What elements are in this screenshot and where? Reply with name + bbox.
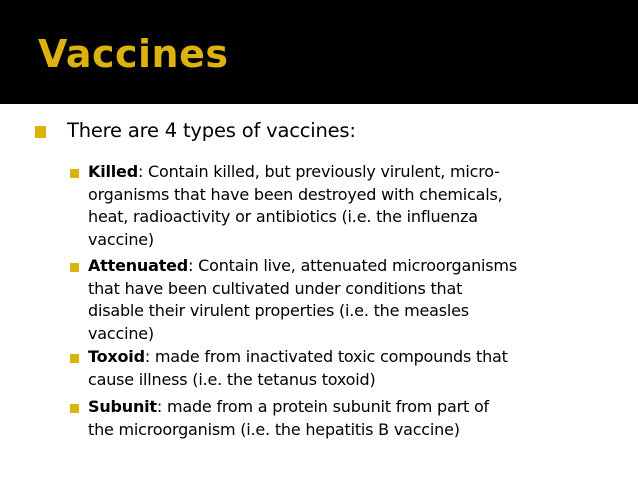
description-line: : Contain killed, but previously virulent, micro- bbox=[137, 162, 500, 181]
list-item-line bbox=[88, 396, 615, 419]
list-item-text bbox=[88, 346, 615, 391]
description-line: cause illness (i.e. the tetanus toxoid) bbox=[88, 369, 376, 389]
term-killed: Killed bbox=[88, 162, 138, 181]
description-line: vaccine) bbox=[88, 323, 154, 343]
bullet-square-icon bbox=[70, 263, 79, 272]
list-item-text bbox=[88, 255, 615, 345]
slide-title: Vaccines bbox=[38, 32, 229, 76]
list-item-line bbox=[88, 161, 615, 184]
bullet-square-icon bbox=[70, 169, 79, 178]
description-line: the microorganism (i.e. the hepatitis B vaccine) bbox=[88, 419, 460, 439]
list-item-text bbox=[88, 161, 615, 251]
term-attenuated: Attenuated bbox=[88, 256, 189, 275]
list-item-line bbox=[88, 346, 615, 369]
description-line: organisms that have been destroyed with chemicals, bbox=[88, 184, 503, 204]
intro-text: There are 4 types of vaccines: bbox=[67, 119, 356, 142]
description-line: that have been cultivated under conditions that bbox=[88, 278, 463, 298]
description-line: disable their virulent properties (i.e. the measles bbox=[88, 301, 469, 320]
bullet-square-icon bbox=[70, 404, 79, 413]
list-item-text bbox=[88, 396, 615, 441]
term-subunit: Subunit bbox=[88, 397, 157, 416]
description-line: heat, radioactivity or antibiotics (i.e. the influenza bbox=[88, 207, 478, 226]
bullet-square-icon bbox=[35, 126, 46, 138]
description-line: : made from a protein subunit from part of bbox=[156, 397, 489, 416]
list-item-line bbox=[88, 255, 615, 278]
bullet-square-icon bbox=[70, 354, 79, 363]
description-line: vaccine) bbox=[88, 229, 154, 249]
description-line: : Contain live, attenuated microorganisms bbox=[188, 256, 517, 275]
description-line: : made from inactivated toxic compounds that bbox=[144, 347, 508, 366]
term-toxoid: Toxoid bbox=[88, 347, 145, 366]
